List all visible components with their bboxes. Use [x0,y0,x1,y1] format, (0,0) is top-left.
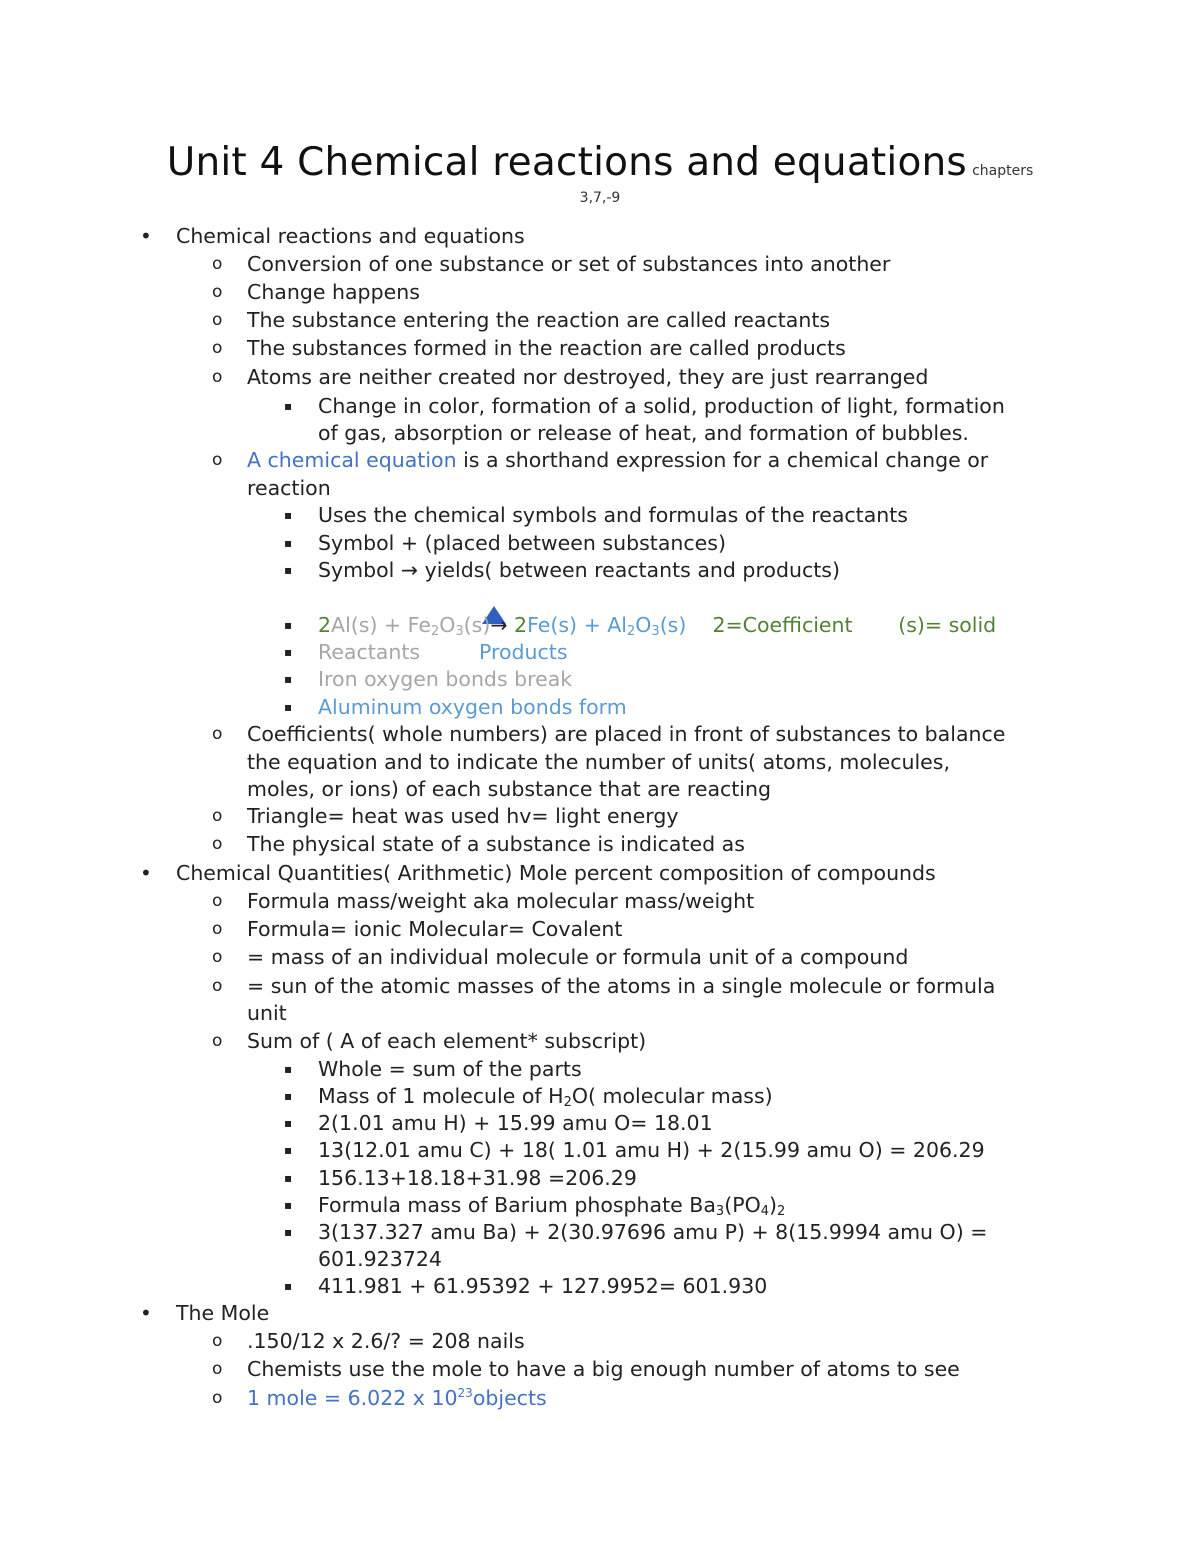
list-item: Symbol + (placed between substances) [318,531,726,555]
chemical-equation-term: A chemical equation [247,448,457,472]
list-item: Mass of 1 molecule of $H_2O$( molecular mass) [318,1084,773,1110]
list-item: A chemical equation is a shorthand expression for a chemical change or [247,448,989,472]
title-chapters-label: chapters [972,163,1034,179]
bullet-l3: ▪ [284,700,293,714]
list-item: Coefficients( whole numbers) are placed in front of substances to balance [247,722,1006,746]
list-item: Conversion of one substance or set of substances into another [247,252,891,276]
bullet-l2: o [212,338,223,358]
bullet-l3: ▪ [284,399,293,413]
list-item-continuation: 601.923724 [318,1247,442,1271]
list-item: Atoms are neither created nor destroyed, they are just rearranged [247,365,929,389]
bullet-l3: ▪ [284,1171,293,1185]
list-item: The substances formed in the reaction are called products [247,336,846,360]
bullet-l2: o [212,806,223,826]
bullet-l3: ▪ [284,645,293,659]
products-label: Products [479,640,568,664]
section-heading-mole: The Mole [176,1301,270,1325]
list-item: 3(137.327 amu Ba) + 2(30.97696 amu P) + 8(15.9994 amu O) = [318,1220,988,1244]
list-item: The substance entering the reaction are called reactants [247,308,831,332]
bullet-l2: o [212,450,223,470]
reactants-label: Reactants [318,640,421,664]
list-item: Uses the chemical symbols and formulas of the reactants [318,503,908,527]
bullet-l2: o [212,947,223,967]
list-item-continuation: reaction [247,476,331,500]
list-item-continuation: of gas, absorption or release of heat, and formation of bubbles. [318,421,969,445]
list-item: Change happens [247,280,420,304]
list-item-continuation: the equation and to indicate the number of units( atoms, molecules, [247,750,950,774]
list-item: Iron oxygen bonds break [318,667,573,691]
section-heading-quantities: Chemical Quantities( Arithmetic) Mole percent composition of compounds [176,861,936,885]
bullet-l3: ▪ [284,1279,293,1293]
bullet-l1: • [140,224,152,248]
bullet-l2: o [212,282,223,302]
bullet-l2: o [212,1359,223,1379]
chemical-equation: $2Al(s) + Fe_2O_3(s)\to 2Fe(s) + Al_2O_3(s)$ 2=Coefficient (s)= solid [318,613,997,639]
title [0,140,1200,185]
bullet-l3: ▪ [284,1198,293,1212]
bullet-l2: o [212,976,223,996]
bullet-l3: ▪ [284,563,293,577]
title-chapters-numbers: 3,7,-9 [579,190,621,206]
section-heading-reactions: Chemical reactions and equations [176,224,525,248]
bullet-l2: o [212,367,223,387]
bullet-l2: o [212,1388,223,1408]
list-item: Symbol → yields( between reactants and products) [318,558,840,582]
bullet-l3: ▪ [284,672,293,686]
bullet-l3: ▪ [284,536,293,550]
list-item: 2(1.01 amu H) + 15.99 amu O= 18.01 [318,1111,713,1135]
bullet-l3: ▪ [284,1062,293,1076]
bullet-l2: o [212,919,223,939]
list-item-continuation: moles, or ions) of each substance that are reacting [247,777,772,801]
arrow-icon: → [490,613,508,637]
list-item: Formula mass/weight aka molecular mass/weight [247,889,755,913]
bullet-l2: o [212,1331,223,1351]
list-item: = sun of the atomic masses of the atoms in a single molecule or formula [247,974,996,998]
list-item-continuation: unit [247,1001,287,1025]
list-item: Triangle= heat was used hv= light energy [247,804,679,828]
arrow-icon: → [400,558,419,582]
bullet-l3: ▪ [284,1143,293,1157]
page-title: Unit 4 Chemical reactions and equations [166,140,967,185]
list-item: Whole = sum of the parts [318,1057,582,1081]
bullet-l2: o [212,310,223,330]
bullet-l2: o [212,834,223,854]
bullet-l3: ▪ [284,508,293,522]
list-item: 156.13+18.18+31.98 =206.29 [318,1166,637,1190]
list-item: Aluminum oxygen bonds form [318,695,627,719]
list-item: Formula mass of Barium phosphate $Ba_3(PO_4)_2$ [318,1193,786,1219]
bullet-l2: o [212,254,223,274]
coefficient-note: 2=Coefficient [712,613,853,637]
bullet-l2: o [212,1031,223,1051]
bullet-l3: ▪ [284,1225,293,1239]
mole-definition: 1 mole = 6.022 x $10^{23}objects$ [247,1386,547,1410]
list-item: 13(12.01 amu C) + 18( 1.01 amu H) + 2(15.99 amu O) = 206.29 [318,1138,985,1162]
bullet-l1: • [140,1301,152,1325]
bullet-l2: o [212,724,223,744]
bullet-l3: ▪ [284,1089,293,1103]
bullet-l3: ▪ [284,1116,293,1130]
list-item: Change in color, formation of a solid, production of light, formation [318,394,1005,418]
list-item: .150/12 x 2.6/? = 208 nails [247,1329,525,1353]
list-item: Sum of ( A of each element* subscript) [247,1029,647,1053]
state-note: (s)= solid [898,613,997,637]
list-item: = mass of an individual molecule or formula unit of a compound [247,945,909,969]
bullet-l1: • [140,861,152,885]
list-item: Chemists use the mole to have a big enough number of atoms to see [247,1357,960,1381]
list-item: 411.981 + 61.95392 + 127.9952= 601.930 [318,1274,768,1298]
bullet-l2: o [212,891,223,911]
bullet-l3: ▪ [284,618,293,632]
list-item: The physical state of a substance is indicated as [247,832,745,856]
list-item: Formula= ionic Molecular= Covalent [247,917,623,941]
